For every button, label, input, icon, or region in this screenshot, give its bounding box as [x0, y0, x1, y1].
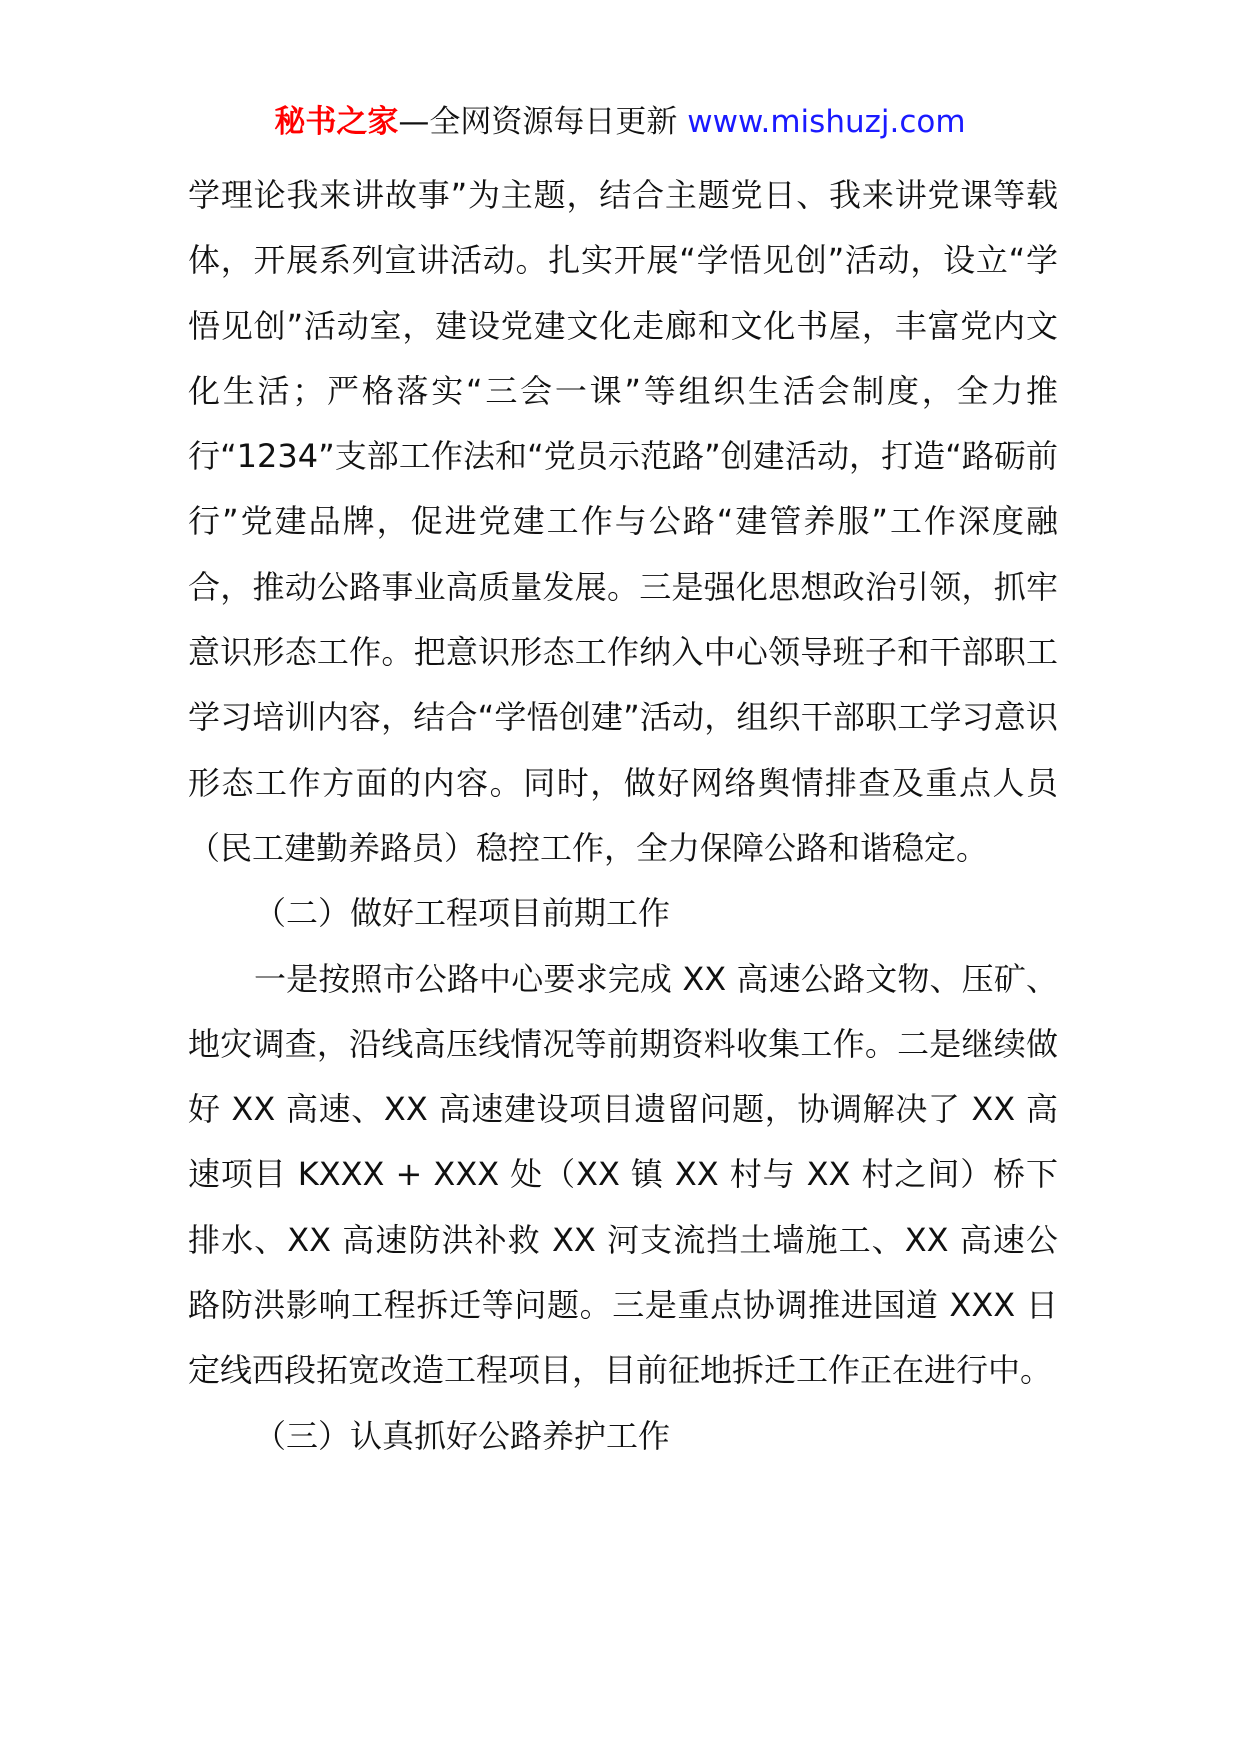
- site-url: www.mishuzj.com: [687, 104, 966, 140]
- paragraph-project-preparation: 一是按照市公路中心要求完成 XX 高速公路文物、压矿、地灾调查，沿线高压线情况等前期资料收集工作。二是继续做好 XX 高速、XX 高速建设项目遗留问题，协调解决了 XX 高速项目 KXXX + XXX 处（XX 镇 XX 村与 XX 村之间）桥下排水、XX 高速防洪补救 XX 河支流挡土墙施工、XX 高速公路防洪影响工程拆迁等问题。三是重点协调推进国道 XXX 日定线西段拓宽改造工程项目，目前征地拆迁工作正在进行中。: [188, 959, 1058, 1390]
- document-body: [188, 163, 1058, 1469]
- section-heading-road-maintenance: （三）认真抓好公路养护工作: [254, 1416, 671, 1455]
- paragraph-party-building: 学理论我来讲故事”为主题，结合主题党日、我来讲党课等载体，开展系列宣讲活动。扎实开展“学悟见创”活动，设立“学悟见创”活动室，建设党建文化走廊和文化书屋，丰富党内文化生活；严格落实“三会一课”等组织生活会制度，全力推行“1234”支部工作法和“党员示范路”创建活动，打造“路砺前行”党建品牌，促进党建工作与公路“建管养服”工作深度融合，推动公路事业高质量发展。三是强化思想政治引领，抓牢意识形态工作。把意识形态工作纳入中心领导班子和干部职工学习培训内容，结合“学悟创建”活动，组织干部职工学习意识形态工作方面的内容。同时，做好网络舆情排查及重点人员（民工建勤养路员）稳控工作，全力保障公路和谐稳定。: [188, 176, 1058, 867]
- site-watermark-header: [0, 100, 1240, 144]
- header-tagline: —全网资源每日更新: [398, 104, 688, 140]
- section-heading-project-preparation: （二）做好工程项目前期工作: [254, 894, 671, 933]
- brand-name: 秘书之家: [274, 104, 399, 140]
